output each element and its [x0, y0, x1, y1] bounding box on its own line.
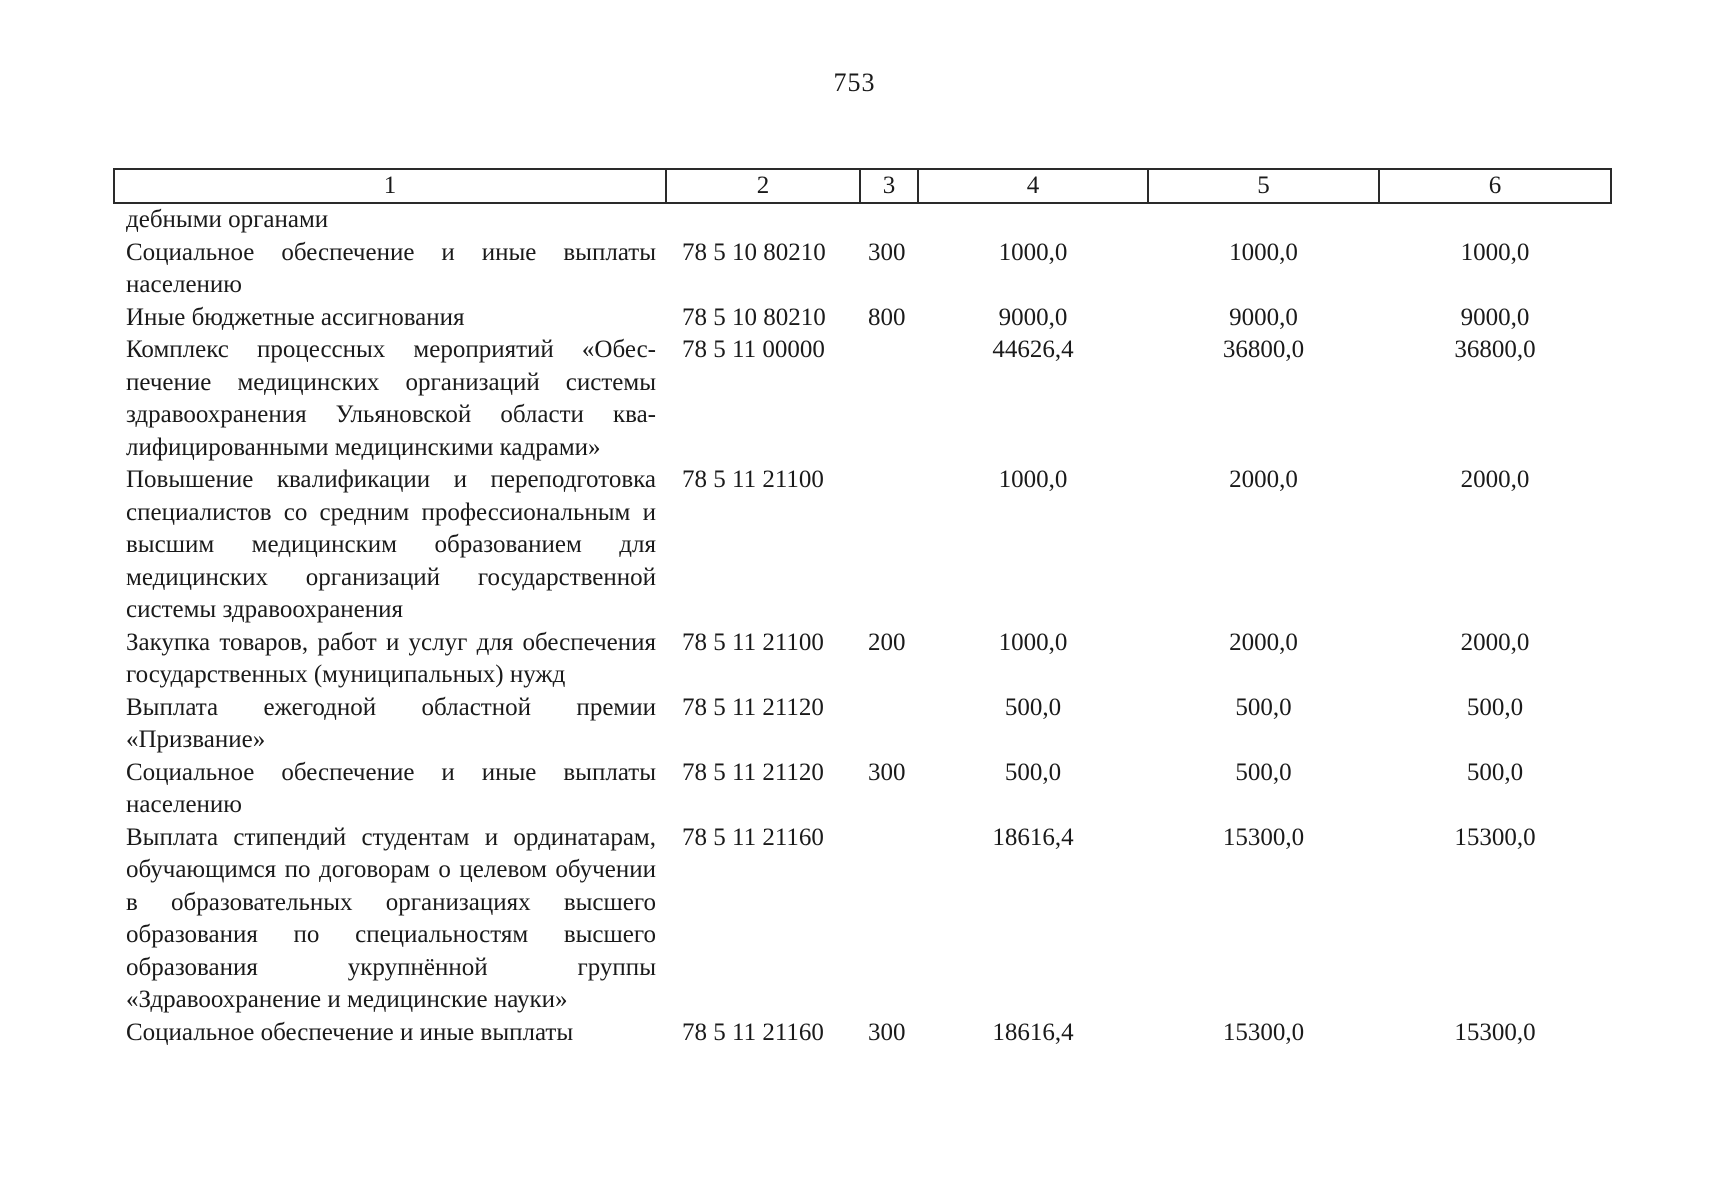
- table-row: [114, 203, 1611, 237]
- row-name: Социальное обеспечение и иные выплаты населению: [126, 758, 656, 818]
- row-value-5: 2000,0: [1229, 466, 1298, 493]
- row-name: дебными органами: [126, 206, 329, 233]
- row-code: 78 5 11 21100: [682, 466, 824, 493]
- row-value-6: 500,0: [1466, 693, 1524, 721]
- row-expense-type: [860, 464, 918, 627]
- row-value-4: [918, 203, 1148, 237]
- row-value-4: 1000,0: [998, 238, 1068, 266]
- row-value-6: 9000,0: [1460, 303, 1530, 331]
- row-expense-type: 300: [868, 1018, 906, 1046]
- row-value-6: 2000,0: [1460, 466, 1530, 493]
- budget-table: [113, 168, 1612, 1049]
- row-value-6: 15300,0: [1454, 823, 1536, 851]
- column-header: 1: [114, 169, 666, 203]
- row-value-4: 18616,4: [992, 1018, 1074, 1046]
- row-code: 78 5 11 00000: [682, 336, 825, 363]
- row-value-4: 500,0: [1004, 758, 1062, 786]
- row-value-4: 44626,4: [992, 336, 1074, 363]
- row-code: 78 5 10 80210: [682, 238, 826, 266]
- row-name: Комплекс процессных мероприятий «Обеспечение медицинских организаций системы здравоохранения Ульяновской области квалифицированными медицинскими кадрами»: [126, 336, 656, 461]
- table-row: [114, 692, 1611, 757]
- row-code: 78 5 11 21160: [682, 1018, 824, 1046]
- row-value-6: 2000,0: [1460, 628, 1530, 656]
- row-value-5: 15300,0: [1222, 1018, 1305, 1046]
- row-name: Повышение квалификации и переподготовка специалистов со средним профессиональным и высшим медицинским образованием для медицинских организаций государственной системы здравоохранения: [126, 466, 656, 623]
- row-value-6: 36800,0: [1454, 336, 1536, 363]
- row-code: 78 5 10 80210: [682, 303, 826, 331]
- row-name: Закупка товаров, работ и услуг для обеспечения государственных (муниципальных) нужд: [126, 628, 656, 688]
- table-row: [114, 627, 1611, 692]
- table-row: [114, 237, 1611, 302]
- row-code: 78 5 11 21160: [682, 823, 824, 851]
- table-row: [114, 464, 1611, 627]
- row-value-5: 36800,0: [1222, 336, 1305, 363]
- row-expense-type: 300: [868, 758, 906, 786]
- page-number: 753: [833, 68, 876, 97]
- row-value-4: 500,0: [1004, 693, 1062, 721]
- row-value-6: [1379, 203, 1611, 237]
- column-header: 5: [1148, 169, 1379, 203]
- row-value-6: 1000,0: [1460, 238, 1530, 266]
- row-value-4: 9000,0: [998, 303, 1068, 331]
- row-value-5: 500,0: [1235, 758, 1292, 786]
- row-expense-type: [860, 334, 918, 464]
- table-row: [114, 302, 1611, 335]
- row-value-4: 18616,4: [992, 823, 1074, 851]
- table-row: [114, 334, 1611, 464]
- row-expense-type: [860, 692, 918, 757]
- column-header: 6: [1379, 169, 1611, 203]
- table-row: [114, 1017, 1611, 1050]
- table-header-row: [114, 169, 1611, 203]
- row-value-5: 500,0: [1235, 693, 1292, 721]
- row-expense-type: 800: [868, 303, 906, 331]
- row-value-4: 1000,0: [998, 466, 1068, 493]
- table-body: [114, 203, 1611, 1049]
- row-name: Выплата ежегодной областной премии «Призвание»: [126, 693, 656, 753]
- table-row: [114, 822, 1611, 1017]
- row-value-6: 15300,0: [1454, 1018, 1536, 1046]
- row-code: 78 5 11 21120: [682, 693, 824, 721]
- row-value-5: 9000,0: [1229, 303, 1298, 331]
- row-name: Иные бюджетные ассигнования: [126, 303, 465, 331]
- row-value-5: [1148, 203, 1379, 237]
- column-header: 4: [918, 169, 1148, 203]
- table-row: [114, 757, 1611, 822]
- row-name: Социальное обеспечение и иные выплаты: [126, 1018, 574, 1046]
- row-value-5: 15300,0: [1222, 823, 1305, 851]
- row-code: 78 5 11 21120: [682, 758, 824, 786]
- row-expense-type: [860, 203, 918, 237]
- row-value-4: 1000,0: [998, 628, 1068, 656]
- row-name: Социальное обеспечение и иные выплаты населению: [126, 238, 656, 298]
- column-header: 2: [666, 169, 860, 203]
- row-expense-type: [860, 822, 918, 1017]
- column-header: 3: [860, 169, 918, 203]
- row-name: Выплата стипендий студентам и ординатарам, обучающимся по договорам о целевом обучении в образовательных организациях высшего образования по специальностям высшего образования укрупнённой группы «Здравоохранение и медицинские науки»: [126, 823, 656, 1013]
- row-code: 78 5 11 21100: [682, 628, 824, 656]
- row-value-6: 500,0: [1466, 758, 1524, 786]
- row-value-5: 2000,0: [1229, 628, 1298, 656]
- row-expense-type: 300: [868, 238, 906, 266]
- row-code: [666, 203, 860, 237]
- row-value-5: 1000,0: [1229, 238, 1298, 266]
- row-expense-type: 200: [868, 628, 906, 656]
